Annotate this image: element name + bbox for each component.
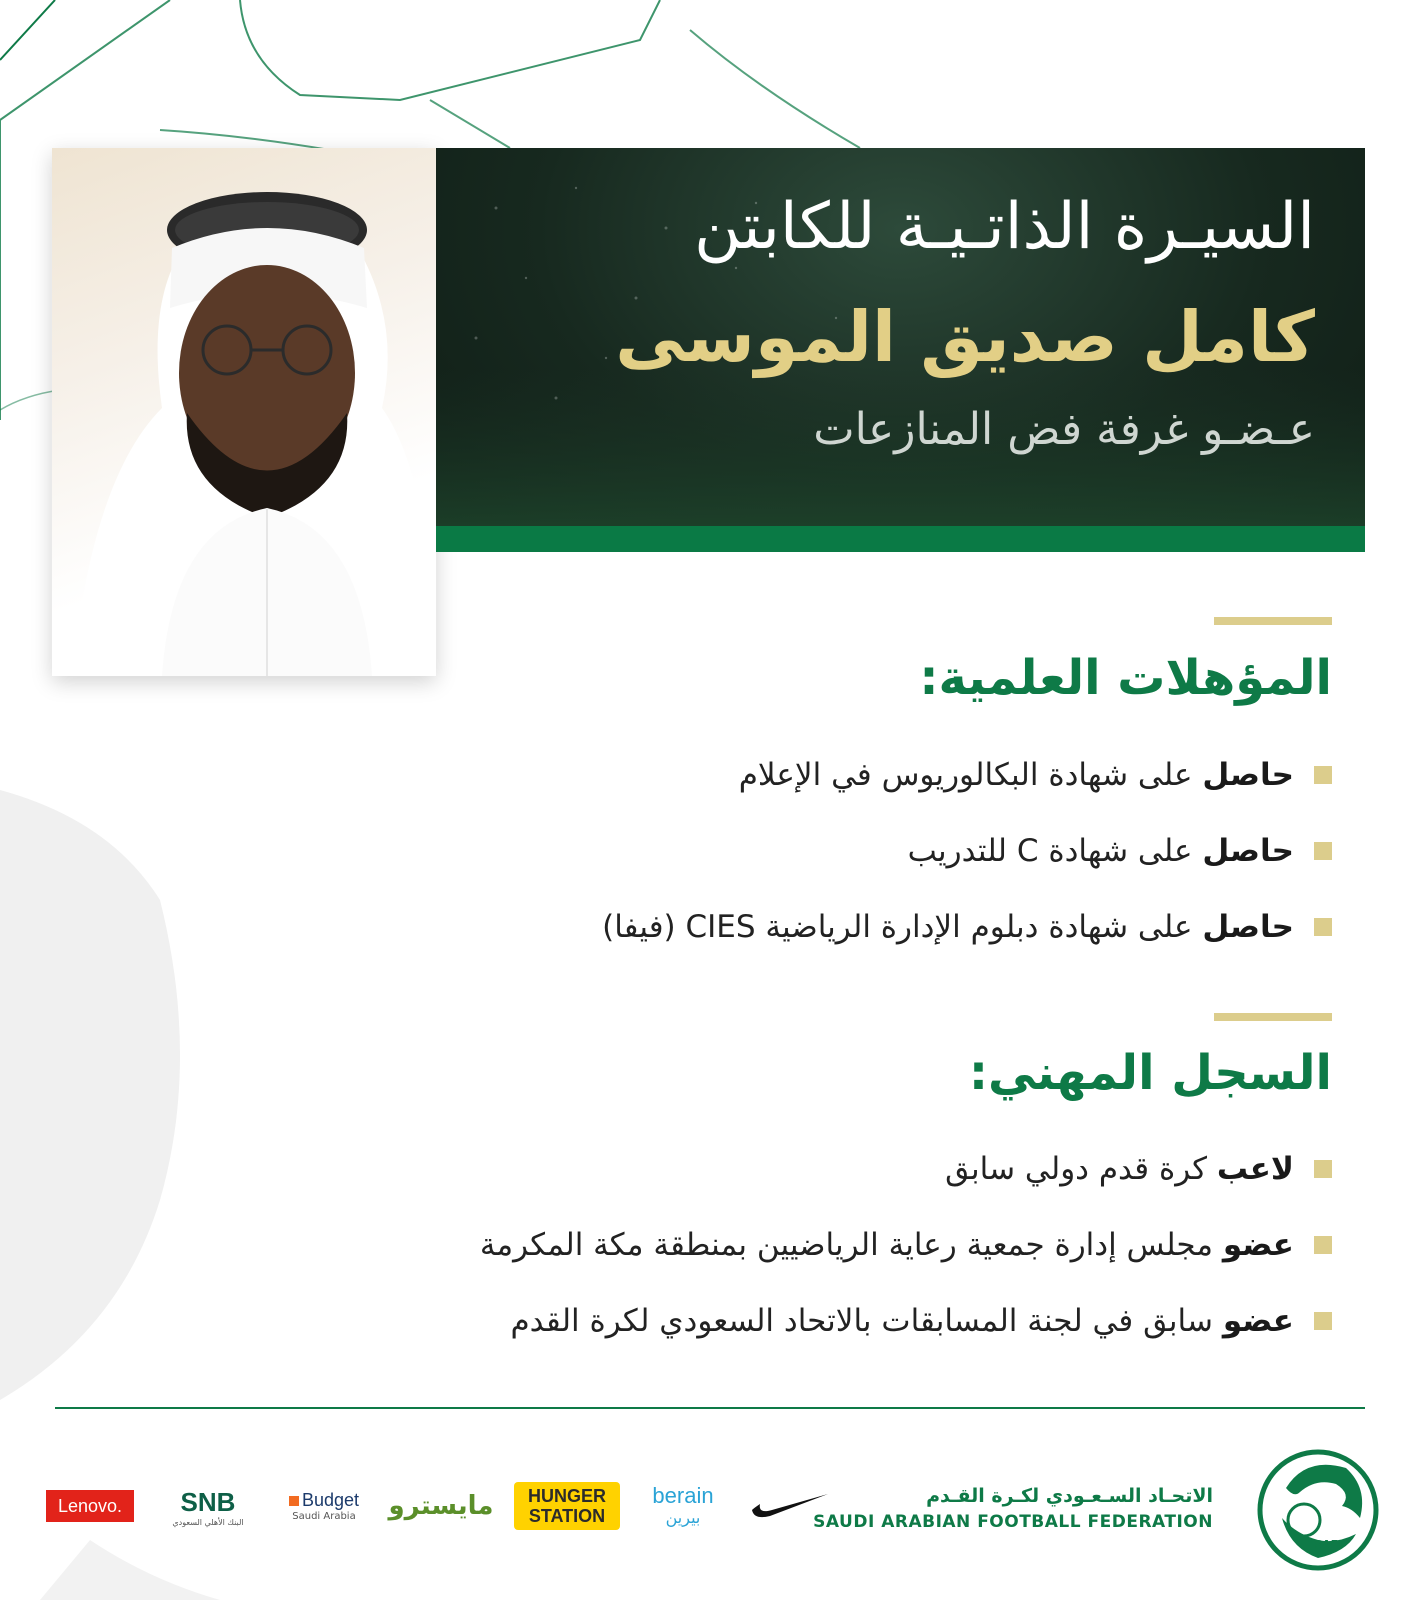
bullet-icon xyxy=(1314,1160,1332,1178)
portrait-illustration xyxy=(52,148,436,676)
list-item xyxy=(739,757,1332,793)
snb-logo xyxy=(166,1478,250,1536)
station-text: STATION xyxy=(528,1506,606,1526)
hunger-text: HUNGER xyxy=(527,1486,606,1506)
saff-eagle-logo xyxy=(1256,1448,1380,1572)
list-item xyxy=(945,1151,1332,1187)
berain-logo xyxy=(646,1480,720,1534)
federation-name-ar: الاتحـاد السـعـودي لكـرة القـدم xyxy=(926,1485,1213,1507)
snb-subtext: البنك الأهلي السعودي xyxy=(172,1518,244,1527)
career-title: السجل المهني: xyxy=(968,1045,1332,1101)
maestro-text: مايسترو xyxy=(388,1491,494,1521)
budget-subtext: Saudi Arabia xyxy=(292,1511,356,1522)
bullet-icon xyxy=(1314,1236,1332,1254)
hungerstation-logo xyxy=(514,1482,620,1530)
lenovo-text: Lenovo. xyxy=(57,1495,123,1516)
portrait-photo xyxy=(52,148,436,676)
list-item xyxy=(602,909,1332,945)
maestro-logo xyxy=(388,1486,494,1526)
saff-logo-text: SAFF xyxy=(1314,1538,1346,1551)
bullet-icon xyxy=(1314,766,1332,784)
list-item xyxy=(480,1227,1332,1263)
bullet-icon xyxy=(1314,918,1332,936)
federation-name-en: SAUDI ARABIAN FOOTBALL FEDERATION xyxy=(813,1512,1213,1532)
list-item xyxy=(908,833,1332,869)
bio-heading: السيـرة الذاتـيـة للكابتن xyxy=(694,190,1315,264)
item-bold: عضو xyxy=(1222,1303,1294,1339)
qualifications-title: المؤهلات العلمية: xyxy=(919,650,1332,706)
item-bold: لاعب xyxy=(1216,1151,1294,1187)
item-text: على شهادة C للتدريب xyxy=(907,833,1203,869)
item-text: على شهادة البكالوريوس في الإعلام xyxy=(738,757,1203,793)
budget-logo xyxy=(278,1484,370,1528)
budget-mark-icon xyxy=(289,1496,299,1506)
item-text: على شهادة دبلوم الإدارة الرياضية CIES (فيفا) xyxy=(602,909,1203,945)
item-bold: حاصل xyxy=(1202,757,1294,793)
footer-divider xyxy=(55,1407,1365,1409)
snb-text: SNB xyxy=(180,1487,236,1517)
item-text: مجلس إدارة جمعية رعاية الرياضيين بمنطقة مكة المكرمة xyxy=(479,1227,1223,1263)
banner-stripe xyxy=(436,526,1365,552)
bullet-icon xyxy=(1314,1312,1332,1330)
item-bold: حاصل xyxy=(1202,833,1294,869)
list-item xyxy=(510,1303,1332,1339)
budget-text: Budget xyxy=(301,1490,360,1510)
item-text: سابق في لجنة المسابقات بالاتحاد السعودي لكرة القدم xyxy=(510,1303,1223,1339)
person-name: كامل صديق الموسى xyxy=(615,296,1315,378)
section-accent xyxy=(1214,617,1332,625)
lenovo-logo xyxy=(46,1490,134,1522)
title-banner xyxy=(436,148,1365,552)
item-text: كرة قدم دولي سابق xyxy=(945,1151,1217,1187)
berain-text: berain xyxy=(652,1483,714,1508)
bullet-icon xyxy=(1314,842,1332,860)
item-bold: حاصل xyxy=(1202,909,1294,945)
berain-ar-text: بيرين xyxy=(665,1508,701,1527)
item-bold: عضو xyxy=(1222,1227,1294,1263)
section-accent xyxy=(1214,1013,1332,1021)
person-role: عـضـو غرفة فض المنازعات xyxy=(813,404,1315,455)
